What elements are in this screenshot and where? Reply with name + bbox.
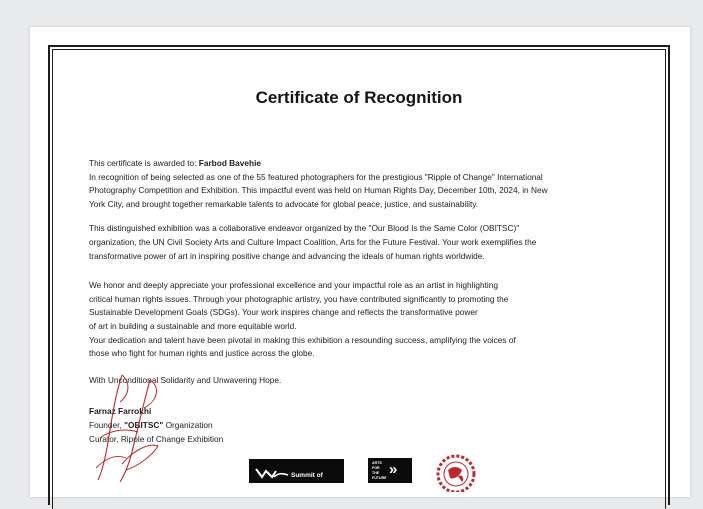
arts-word: ARTS (372, 461, 382, 465)
paragraph-recognition (89, 171, 634, 212)
arts-word: FUTURE (372, 476, 387, 480)
signatory-role (89, 418, 389, 432)
obitsc-seal-logo (430, 452, 482, 492)
summit-wave-icon (252, 459, 290, 483)
arts-word: FOR (372, 466, 380, 470)
award-line (89, 157, 634, 171)
summit-label: Summit of (291, 472, 323, 479)
signatory-name: Farnaz Farrokhi (89, 406, 152, 416)
recipient-name: Farbod Bavehie (198, 158, 262, 168)
paragraph-line: organization, the UN Civil Society Arts and Culture Impact Coalition, Arts for the Future Festival. Your work exemplifies the (89, 236, 537, 247)
summit-logo (249, 459, 344, 483)
paragraph-line: In recognition of being selected as one of the 55 featured photographers for the prestigious "Ripple of Change" International (89, 171, 543, 182)
role-suffix: Organization (163, 420, 213, 430)
role-org: "OBITSC" (124, 420, 164, 430)
arts-for-the-future-logo (368, 458, 412, 483)
paragraph-line: of art in building a sustainable and more equitable world. (89, 320, 297, 331)
paragraph-line: Sustainable Development Goals (SDGs). Your work inspires change and reflects the transformative power (89, 307, 478, 318)
certificate-title: Certificate of Recognition (255, 88, 463, 107)
signatory-block (89, 404, 389, 446)
closing-line: With Unconditional Solidarity and Unwavering Hope. (89, 374, 282, 385)
paragraph-line: those who fight for human rights and justice across the globe. (89, 348, 315, 359)
awarded-prefix: This certificate is awarded to: (89, 158, 197, 168)
role-prefix: Founder, (89, 420, 125, 430)
double-arrow-icon: » (389, 461, 398, 478)
paragraph-line: Your dedication and talent have been pivotal in making this exhibition a resounding success, amplifying the voices of (89, 334, 516, 345)
certificate-body (89, 157, 634, 387)
paragraph-organizers (89, 222, 634, 263)
paragraph-line: This distinguished exhibition was a collaborative endeavor organized by the "Our Blood Is the Same Color (OBITSC)" (89, 223, 520, 234)
signatory-title: Curator, Ripple of Change Exhibition (89, 434, 224, 444)
paragraph-line: We honor and deeply appreciate your professional excellence and your impactful role as an artist in highlighting (89, 280, 498, 291)
paragraph-line: York City, and brought together remarkable talents to advocate for global peace, justice, and sustainability. (89, 198, 479, 209)
paragraph-line: Photography Competition and Exhibition. This impactful event was held on Human Rights Day, December 10th, 2024, in New (89, 185, 548, 196)
paragraph-honor (89, 279, 634, 361)
arts-word: THE (372, 471, 380, 475)
paragraph-line: critical human rights issues. Through your photographic artistry, you have contributed significantly to promoting the (89, 293, 509, 304)
paragraph-line: transformative power of art in inspiring positive change and advancing the ideals of human rights worldwide. (89, 250, 485, 261)
